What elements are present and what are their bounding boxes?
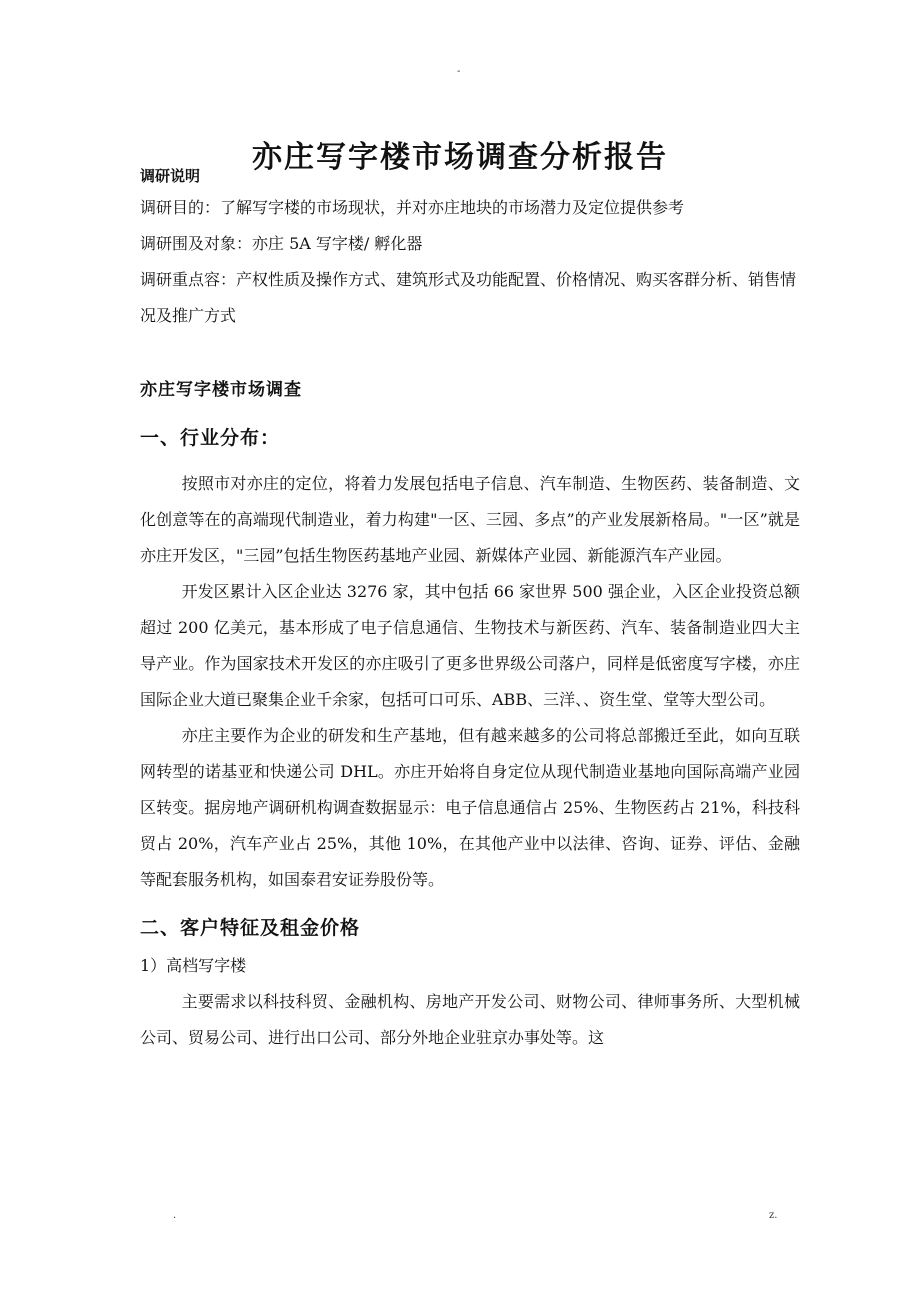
- intro-focus: 调研重点容：产权性质及操作方式、建筑形式及功能配置、价格情况、购买客群分析、销售情况及推广方式: [140, 270, 797, 325]
- intro-purpose: 调研目的：了解写字楼的市场现状，并对亦庄地块的市场潜力及定位提供参考: [140, 198, 685, 217]
- section2-paragraph: 主要需求以科技科贸、金融机构、房地产开发公司、财物公司、律师事务所、大型机械公司、贸易公司、进行出口公司、部分外地企业驻京办事处等。这: [140, 992, 800, 1047]
- footer-right-mark: z.: [769, 1210, 778, 1221]
- section1-heading: 一、行业分布：: [140, 427, 281, 449]
- intro-heading: 调研说明: [140, 167, 201, 185]
- page-title: 亦庄写字楼市场调查分析报告: [252, 140, 668, 176]
- document-body: [140, 162, 800, 1056]
- section2-heading: 二、客户特征及租金价格: [140, 917, 361, 939]
- intro-scope: 调研围及对象：亦庄 5A 写字楼/ 孵化器: [140, 234, 423, 253]
- section1-paragraph-2: 开发区累计入区企业达 3276 家，其中包括 66 家世界 500 强企业，入区企业投资总额超过 200 亿美元，基本形成了电子信息通信、生物技术与新医药、汽车、装备制造业四大主导产业。作为国家技术开发区的亦庄吸引了更多世界级公司落户，同样是低密度写字楼，亦庄国际企业大道已聚集企业千余家，包括可口可乐、ABB、三洋、、资生堂、堂等大型公司。: [140, 582, 800, 709]
- section1-paragraph-1: 按照市对亦庄的定位，将着力发展包括电子信息、汽车制造、生物医药、装备制造、文化创意等在的高端现代制造业，着力构建"一区、三园、多点”的产业发展新格局。"一区”就是亦庄开发区，"三园”包括生物医药基地产业园、新媒体产业园、新能源汽车产业园。: [140, 474, 800, 565]
- section1-paragraph-3: 亦庄主要作为企业的研发和生产基地，但有越来越多的公司将总部搬迁至此，如向互联网转型的诺基亚和快递公司 DHL。亦庄开始将自身定位从现代制造业基地向国际高端产业园区转变。据房地产调研机构调查数据显示：电子信息通信占 25%、生物医药占 21%，科技科贸占 20%，汽车产业占 25%，其他 10%，在其他产业中以法律、咨询、证券、评估、金融等配套服务机构，如国泰君安证券股份等。: [140, 726, 800, 889]
- section2-subheading: 1）高档写字楼: [140, 956, 247, 975]
- header-mark: -: [457, 66, 461, 77]
- footer-left-mark: .: [173, 1210, 177, 1221]
- survey-heading: 亦庄写字楼市场调查: [140, 380, 302, 400]
